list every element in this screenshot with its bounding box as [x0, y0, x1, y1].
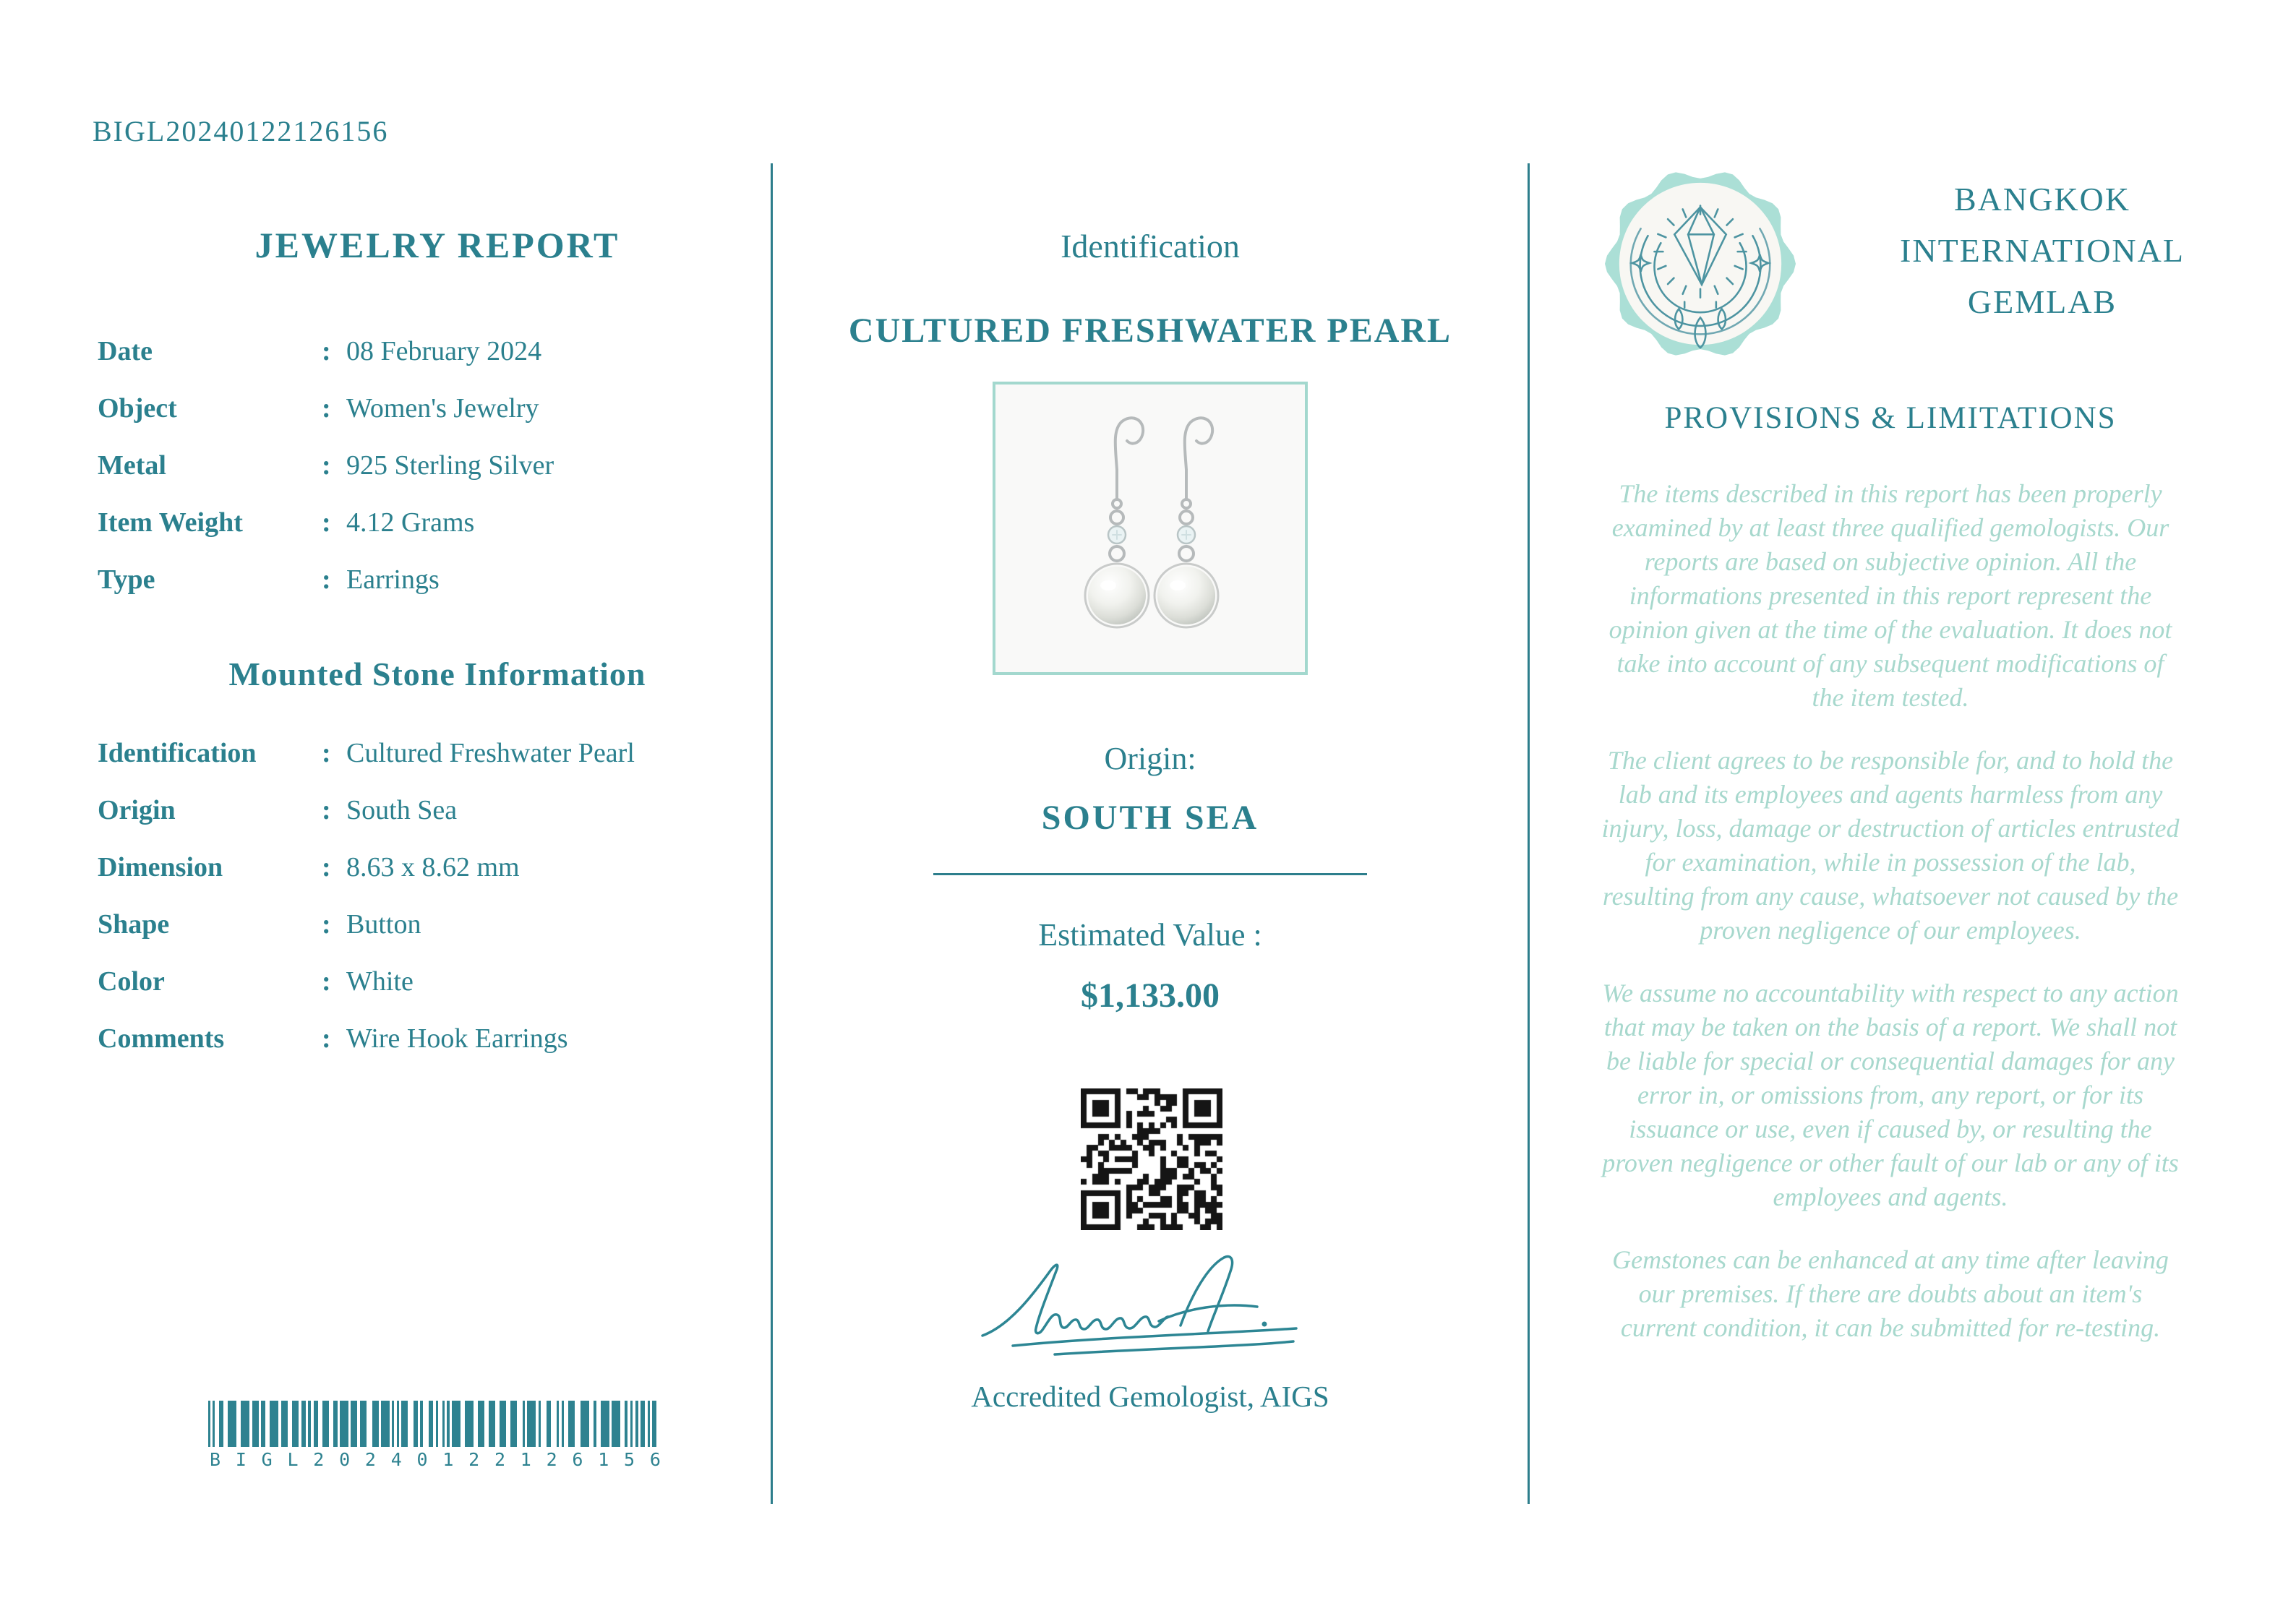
item-field-value: Earrings	[346, 564, 440, 595]
stone-field-label: Color	[98, 966, 165, 997]
stone-field-colon: :	[322, 738, 331, 768]
stone-field-label: Identification	[98, 738, 257, 768]
item-field-row	[98, 505, 748, 562]
item-field-label: Type	[98, 564, 155, 595]
stone-field-value: Button	[346, 909, 421, 940]
identification-result: CULTURED FRESHWATER PEARL	[848, 312, 1452, 350]
item-field-value: 08 February 2024	[346, 336, 542, 366]
jewelry-report-title: JEWELRY REPORT	[254, 225, 620, 265]
stone-field-row	[98, 1021, 748, 1078]
lab-name-line: BANGKOK	[1954, 181, 2130, 218]
identification-heading: Identification	[1061, 228, 1240, 265]
stone-field-value: 8.63 x 8.62 mm	[346, 852, 520, 882]
stone-field-value: Wire Hook Earrings	[346, 1023, 568, 1054]
stone-field-row	[98, 793, 748, 850]
lab-logo-badge	[1603, 165, 1797, 363]
stone-field-colon: :	[322, 909, 331, 940]
barcode-bars	[208, 1401, 662, 1447]
item-field-row	[98, 562, 748, 619]
item-field-row	[98, 391, 748, 448]
middle-rule	[933, 873, 1367, 875]
item-field-label: Date	[98, 336, 153, 366]
estimated-value: $1,133.00	[1081, 976, 1220, 1015]
origin-value: SOUTH SEA	[1041, 799, 1259, 837]
stone-field-label: Dimension	[98, 852, 223, 882]
item-fields-list	[98, 334, 748, 619]
qr-code	[1081, 1088, 1222, 1230]
stone-field-colon: :	[322, 795, 331, 825]
stone-field-row	[98, 964, 748, 1021]
item-field-colon: :	[322, 564, 331, 595]
item-field-row	[98, 448, 748, 505]
provisions-paragraphs	[1601, 477, 2180, 1374]
stone-field-value: Cultured Freshwater Pearl	[346, 738, 635, 768]
gemologist-title-line: Accredited Gemologist, AIGS	[971, 1380, 1329, 1413]
stone-field-label: Origin	[98, 795, 176, 825]
item-field-colon: :	[322, 450, 331, 481]
provisions-paragraph: The items described in this report has been properly examined by at least three qualified gemologists. Our reports are based on subjective opinion. All the informations presented in this report represent the opinion given at the time of the evaluation. It does not take into account of any subsequent modifications of the item tested.	[1609, 479, 2172, 712]
stone-field-row	[98, 907, 748, 964]
stone-field-row	[98, 736, 748, 793]
earrings-photo	[995, 384, 1305, 672]
item-field-value: 925 Sterling Silver	[346, 450, 554, 481]
item-field-value: Women's Jewelry	[346, 393, 539, 424]
jewelry-photo-frame	[993, 382, 1308, 675]
item-field-label: Object	[98, 393, 177, 424]
stone-field-label: Comments	[98, 1023, 225, 1054]
stone-field-colon: :	[322, 966, 331, 997]
item-field-colon: :	[322, 507, 331, 538]
lab-name-line: INTERNATIONAL	[1900, 232, 2185, 269]
stone-field-colon: :	[322, 1023, 331, 1054]
stone-field-colon: :	[322, 852, 331, 882]
origin-label: Origin:	[1104, 741, 1196, 776]
provisions-paragraph: The client agrees to be responsible for, and to hold the lab and its employees and agents harmless from any injury, loss, damage or destruction of articles entrusted for examination, while in possession of the lab, resulting from any cause, whatsoever not caused by the proven negligence of our employees.	[1601, 746, 2180, 945]
stone-field-label: Shape	[98, 909, 170, 940]
stone-field-value: South Sea	[346, 795, 458, 825]
stone-field-value: White	[346, 966, 414, 997]
provisions-paragraph: Gemstones can be enhanced at any time after leaving our premises. If there are doubts about an item's current condition, it can be submitted for re-testing.	[1612, 1245, 2169, 1342]
lab-name	[1822, 173, 2263, 327]
stone-fields-list	[98, 736, 748, 1078]
item-field-colon: :	[322, 336, 331, 366]
item-field-row	[98, 334, 748, 391]
report-number: BIGL20240122126156	[93, 115, 389, 147]
item-field-value: 4.12 Grams	[346, 507, 475, 538]
item-field-label: Item Weight	[98, 507, 243, 538]
column-divider-right	[1528, 163, 1530, 1504]
gemologist-signature	[969, 1240, 1331, 1370]
lab-name-line: GEMLAB	[1967, 283, 2117, 320]
mounted-stone-section-title: Mounted Stone Information	[228, 656, 646, 692]
stone-field-row	[98, 850, 748, 907]
item-field-colon: :	[322, 393, 331, 424]
provisions-paragraph: We assume no accountability with respect to any action that may be taken on the basis of a report. We shall not be liable for special or consequential damages for any error in, or omissions from, any report, or for its issuance or use, even if caused by, or resulting the proven negligence or other fault of our lab or any of its employees and agents.	[1602, 979, 2179, 1211]
barcode-text: B I G L 2 0 2 4 0 1 2 2 1 2 6 1 5 6	[210, 1449, 661, 1470]
provisions-title: PROVISIONS & LIMITATIONS	[1664, 401, 2117, 435]
estimated-value-label: Estimated Value :	[1038, 917, 1262, 953]
report-barcode	[208, 1401, 662, 1470]
item-field-label: Metal	[98, 450, 166, 481]
